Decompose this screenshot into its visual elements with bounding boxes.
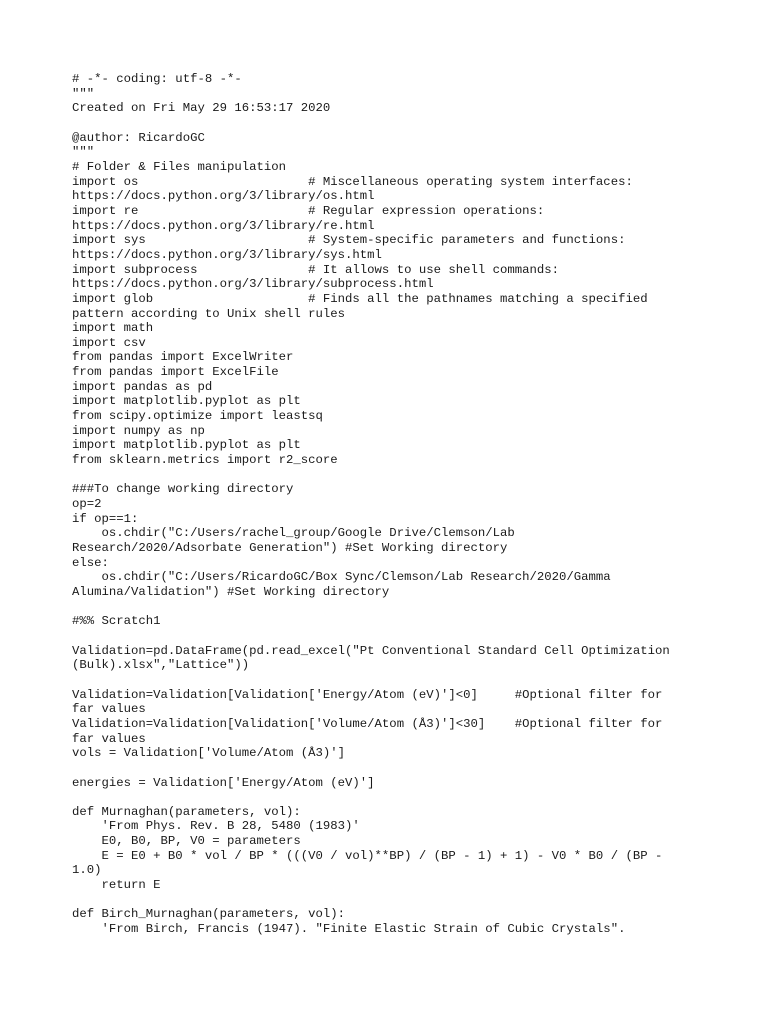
code-line: from sklearn.metrics import r2_score bbox=[72, 453, 338, 468]
code-line: Validation=Validation[Validation['Volume/Atom (Å3)']<30] #Optional filter for bbox=[72, 716, 663, 731]
code-line bbox=[72, 790, 692, 805]
code-line: Research/2020/Adsorbate Generation") #Set Working directory bbox=[72, 541, 508, 555]
code-line: 1.0) bbox=[72, 863, 102, 878]
code-line: if op==1: bbox=[72, 511, 139, 526]
code-line: import re # Regular expression operations: bbox=[72, 203, 545, 218]
code-line: from scipy.optimize import leastsq bbox=[72, 409, 323, 424]
code-line: https://docs.python.org/3/library/subprocess.html bbox=[72, 277, 434, 292]
code-line: os.chdir("C:/Users/rachel_group/Google Drive/Clemson/Lab bbox=[72, 526, 515, 541]
code-line bbox=[72, 893, 692, 908]
code-line: # Folder & Files manipulation bbox=[72, 159, 287, 174]
code-line: 'From Phys. Rev. B 28, 5480 (1983)' bbox=[72, 819, 360, 834]
code-line bbox=[72, 600, 692, 615]
code-line: import pandas as pd bbox=[72, 379, 213, 394]
code-listing bbox=[72, 72, 692, 937]
code-line: E = E0 + B0 * vol / BP * (((V0 / vol)**BP) / (BP - 1) + 1) - V0 * B0 / (BP - bbox=[72, 848, 663, 863]
code-line: import matplotlib.pyplot as plt bbox=[72, 438, 301, 453]
code-line: # -*- coding: utf-8 -*- bbox=[72, 72, 242, 86]
code-line: """ bbox=[72, 86, 95, 101]
code-line: from pandas import ExcelFile bbox=[72, 365, 279, 380]
code-line: Created on Fri May 29 16:53:17 2020 bbox=[72, 101, 331, 116]
code-line: os.chdir("C:/Users/RicardoGC/Box Sync/Clemson/Lab Research/2020/Gamma bbox=[72, 570, 611, 585]
code-line bbox=[72, 673, 692, 688]
code-line: op=2 bbox=[72, 497, 102, 512]
code-line: Validation=Validation[Validation['Energy/Atom (eV)']<0] #Optional filter for bbox=[72, 687, 663, 702]
code-line: https://docs.python.org/3/library/sys.html bbox=[72, 247, 382, 262]
code-line bbox=[72, 629, 692, 644]
code-line: (Bulk).xlsx","Lattice")) bbox=[72, 658, 250, 673]
code-line: from pandas import ExcelWriter bbox=[72, 350, 294, 365]
document-page bbox=[72, 72, 692, 937]
code-line: """ bbox=[72, 145, 95, 160]
code-line: pattern according to Unix shell rules bbox=[72, 306, 346, 321]
code-line: return E bbox=[72, 878, 161, 893]
code-line: import subprocess # It allows to use shell commands: bbox=[72, 262, 560, 277]
code-line bbox=[72, 116, 692, 131]
code-line: 'From Birch, Francis (1947). "Finite Elastic Strain of Cubic Crystals". bbox=[72, 922, 626, 937]
code-line: E0, B0, BP, V0 = parameters bbox=[72, 834, 301, 849]
code-line: import glob # Finds all the pathnames matching a specified bbox=[72, 291, 648, 306]
code-line: far values bbox=[72, 702, 146, 717]
code-line: import sys # System-specific parameters and functions: bbox=[72, 233, 626, 248]
code-line: https://docs.python.org/3/library/os.html bbox=[72, 189, 375, 204]
code-line: import matplotlib.pyplot as plt bbox=[72, 394, 301, 409]
code-line: import math bbox=[72, 321, 154, 336]
code-line: def Murnaghan(parameters, vol): bbox=[72, 804, 301, 819]
code-line: Alumina/Validation") #Set Working directory bbox=[72, 584, 390, 599]
code-line: def Birch_Murnaghan(parameters, vol): bbox=[72, 907, 346, 922]
code-line: ###To change working directory bbox=[72, 482, 294, 497]
code-line: import csv bbox=[72, 335, 146, 350]
code-line: energies = Validation['Energy/Atom (eV)'] bbox=[72, 775, 375, 790]
code-line: https://docs.python.org/3/library/re.html bbox=[72, 218, 375, 233]
code-line: import numpy as np bbox=[72, 423, 205, 438]
code-line: #%% Scratch1 bbox=[72, 614, 161, 629]
code-line: else: bbox=[72, 555, 109, 570]
code-line: Validation=pd.DataFrame(pd.read_excel("Pt Conventional Standard Cell Optimization bbox=[72, 643, 670, 658]
code-line bbox=[72, 468, 692, 483]
code-line: far values bbox=[72, 731, 146, 746]
code-line: import os # Miscellaneous operating system interfaces: bbox=[72, 174, 633, 189]
code-line: @author: RicardoGC bbox=[72, 130, 205, 145]
code-line: vols = Validation['Volume/Atom (Å3)'] bbox=[72, 746, 346, 761]
code-line bbox=[72, 761, 692, 776]
